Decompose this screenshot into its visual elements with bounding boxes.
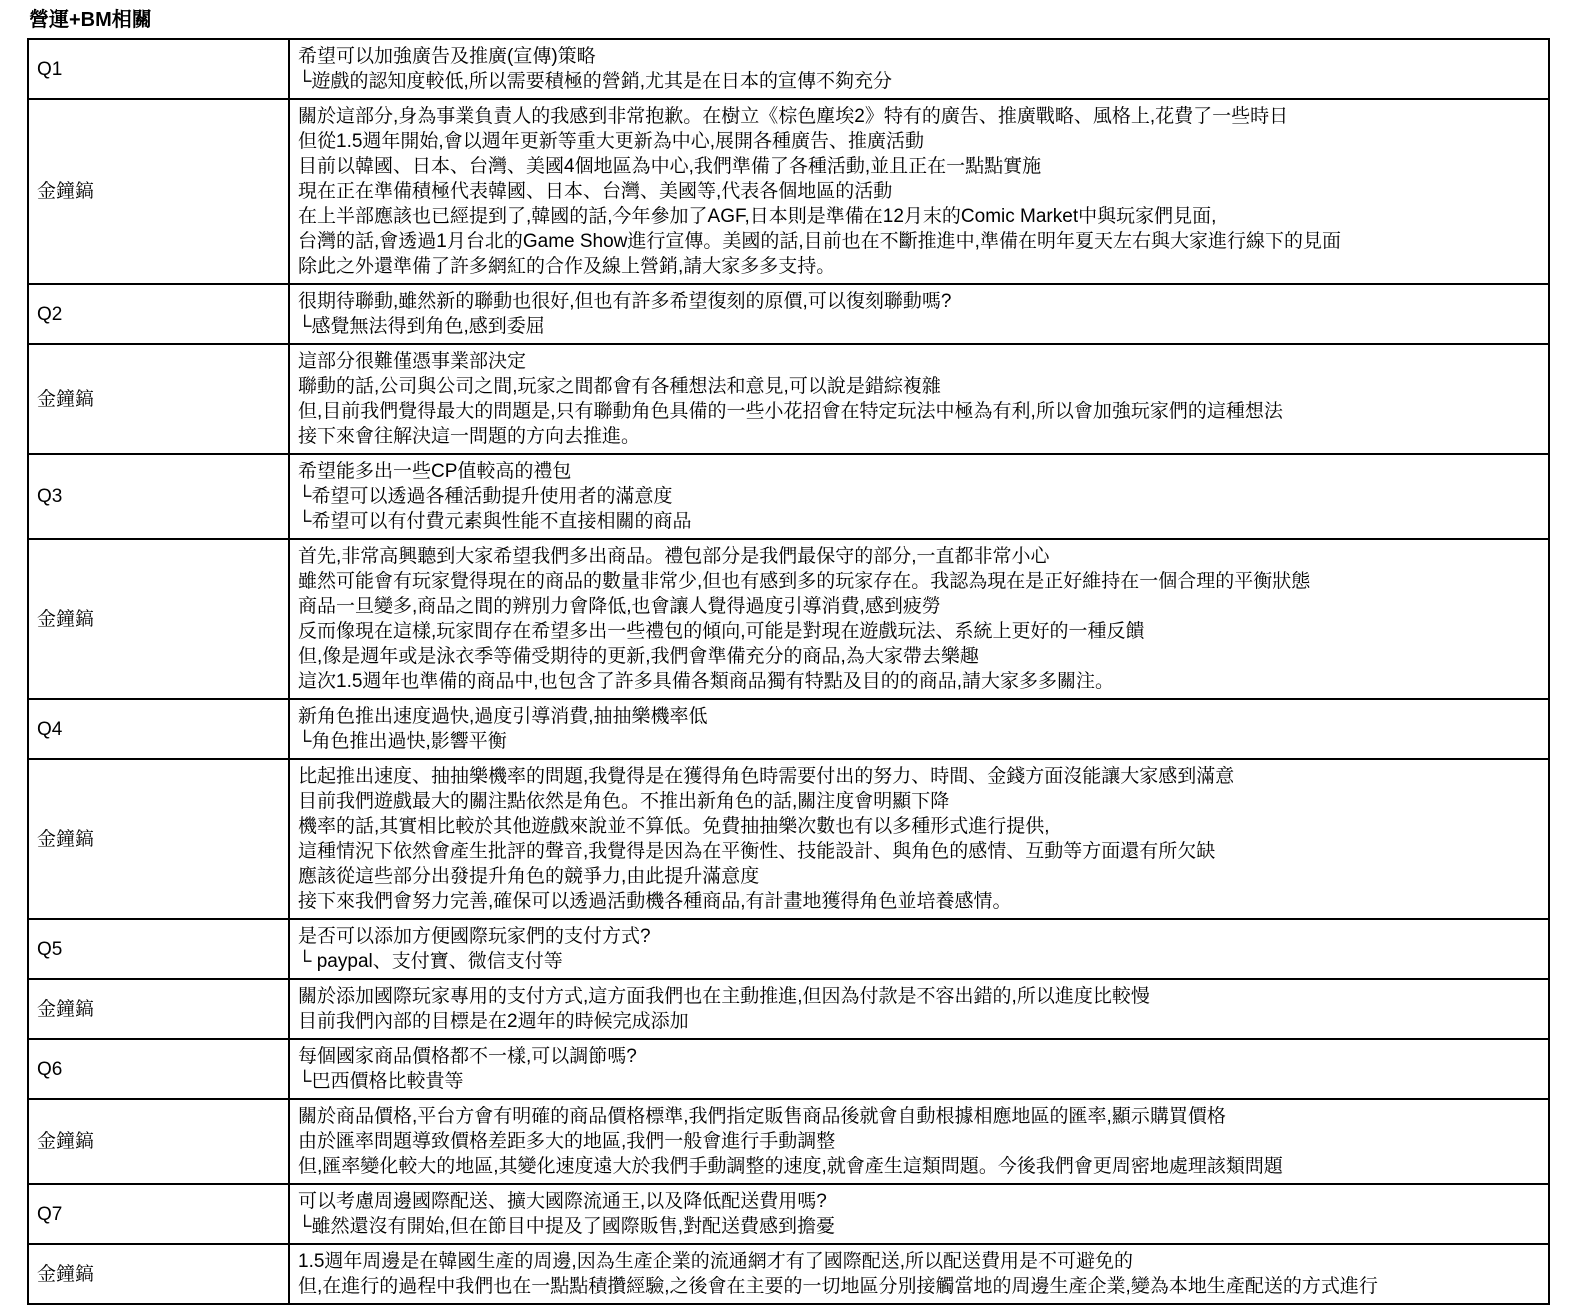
row-label: Q2 xyxy=(28,284,289,344)
text-line: 可以考慮周邊國際配送、擴大國際流通王,以及降低配送費用嗎? xyxy=(298,1191,827,1212)
text-line: 這種情況下依然會產生批評的聲音,我覺得是因為在平衡性、技能設計、與角色的感情、互動等方面還有所欠缺 xyxy=(298,841,1216,862)
text-line: 希望可以加強廣告及推廣(宣傳)策略 xyxy=(298,46,596,67)
text-line: 在上半部應該也已經提到了,韓國的話,今年參加了AGF,日本則是準備在12月末的Comic Market中與玩家們見面, xyxy=(298,206,1217,227)
row-label: Q7 xyxy=(28,1184,289,1244)
qa-table-body xyxy=(28,39,1549,1304)
row-content xyxy=(289,284,1549,344)
text-line: 由於匯率問題導致價格差距多大的地區,我們一般會進行手動調整 xyxy=(298,1131,836,1152)
table-row xyxy=(28,759,1549,919)
text-line: 目前我們內部的目標是在2週年的時候完成添加 xyxy=(298,1011,689,1032)
text-line: └巴西價格比較貴等 xyxy=(298,1071,464,1092)
text-line: 商品一旦變多,商品之間的辨別力會降低,也會讓人覺得過度引導消費,感到疲勞 xyxy=(298,596,941,617)
row-content xyxy=(289,1099,1549,1184)
text-line: └ paypal、支付寶、微信支付等 xyxy=(298,951,563,972)
page-title: 營運+BM相關 xyxy=(29,9,152,31)
text-line: 現在正在準備積極代表韓國、日本、台灣、美國等,代表各個地區的活動 xyxy=(298,181,893,202)
table-row xyxy=(28,1244,1549,1304)
text-line: 新角色推出速度過快,過度引導消費,抽抽樂機率低 xyxy=(298,706,708,727)
table-row xyxy=(28,1099,1549,1184)
row-content xyxy=(289,759,1549,919)
text-line: 是否可以添加方便國際玩家們的支付方式? xyxy=(298,926,651,947)
text-line: 很期待聯動,雖然新的聯動也很好,但也有許多希望復刻的原價,可以復刻聯動嗎? xyxy=(298,291,952,312)
table-row xyxy=(28,284,1549,344)
text-line: 應該從這些部分出發提升角色的競爭力,由此提升滿意度 xyxy=(298,866,760,887)
row-label: 金鐘鎬 xyxy=(28,979,289,1039)
text-line: 1.5週年周邊是在韓國生產的周邊,因為生產企業的流通網才有了國際配送,所以配送費用是不可避免的 xyxy=(298,1251,1133,1272)
row-content xyxy=(289,539,1549,699)
text-line: 比起推出速度、抽抽樂機率的問題,我覺得是在獲得角色時需要付出的努力、時間、金錢方面沒能讓大家感到滿意 xyxy=(298,766,1235,787)
text-line: 目前以韓國、日本、台灣、美國4個地區為中心,我們準備了各種活動,並且正在一點點實施 xyxy=(298,156,1042,177)
text-line: 每個國家商品價格都不一樣,可以調節嗎? xyxy=(298,1046,637,1067)
row-content xyxy=(289,1184,1549,1244)
row-label: 金鐘鎬 xyxy=(28,1099,289,1184)
text-line: 但,目前我們覺得最大的問題是,只有聯動角色具備的一些小花招會在特定玩法中極為有利,所以會加強玩家們的這種想法 xyxy=(298,401,1283,422)
row-label: Q4 xyxy=(28,699,289,759)
row-content xyxy=(289,1244,1549,1304)
text-line: 聯動的話,公司與公司之間,玩家之間都會有各種想法和意見,可以說是錯綜複雜 xyxy=(298,376,941,397)
row-content xyxy=(289,1039,1549,1099)
text-line: └希望可以有付費元素與性能不直接相關的商品 xyxy=(298,511,692,532)
text-line: └希望可以透過各種活動提升使用者的滿意度 xyxy=(298,486,673,507)
text-line: 但,匯率變化較大的地區,其變化速度遠大於我們手動調整的速度,就會產生這類問題。今後我們會更周密地處理該類問題 xyxy=(298,1156,1283,1177)
text-line: 關於商品價格,平台方會有明確的商品價格標準,我們指定販售商品後就會自動根據相應地區的匯率,顯示購買價格 xyxy=(298,1106,1226,1127)
text-line: └遊戲的認知度較低,所以需要積極的營銷,尤其是在日本的宣傳不夠充分 xyxy=(298,71,893,92)
table-row xyxy=(28,454,1549,539)
text-line: 但從1.5週年開始,會以週年更新等重大更新為中心,展開各種廣告、推廣活動 xyxy=(298,131,924,152)
row-label: 金鐘鎬 xyxy=(28,759,289,919)
row-label: 金鐘鎬 xyxy=(28,344,289,454)
row-label: 金鐘鎬 xyxy=(28,539,289,699)
row-label: Q1 xyxy=(28,39,289,99)
row-content xyxy=(289,699,1549,759)
row-label: Q6 xyxy=(28,1039,289,1099)
qa-table xyxy=(27,38,1550,1305)
row-content xyxy=(289,99,1549,284)
text-line: 但,在進行的過程中我們也在一點點積攢經驗,之後會在主要的一切地區分別接觸當地的周邊生產企業,變為本地生產配送的方式進行 xyxy=(298,1276,1378,1297)
row-label: Q3 xyxy=(28,454,289,539)
row-label: Q5 xyxy=(28,919,289,979)
text-line: └感覺無法得到角色,感到委屈 xyxy=(298,316,545,337)
table-row xyxy=(28,699,1549,759)
table-row xyxy=(28,99,1549,284)
text-line: └角色推出過快,影響平衡 xyxy=(298,731,507,752)
text-line: └雖然還沒有開始,但在節目中提及了國際販售,對配送費感到擔憂 xyxy=(298,1216,836,1237)
row-content xyxy=(289,344,1549,454)
row-content xyxy=(289,979,1549,1039)
table-row xyxy=(28,979,1549,1039)
text-line: 關於添加國際玩家專用的支付方式,這方面我們也在主動推進,但因為付款是不容出錯的,所以進度比較慢 xyxy=(298,986,1150,1007)
row-content xyxy=(289,919,1549,979)
table-row xyxy=(28,344,1549,454)
row-label: 金鐘鎬 xyxy=(28,99,289,284)
text-line: 希望能多出一些CP值較高的禮包 xyxy=(298,461,572,482)
table-row xyxy=(28,919,1549,979)
text-line: 但,像是週年或是泳衣季等備受期待的更新,我們會準備充分的商品,為大家帶去樂趣 xyxy=(298,646,979,667)
text-line: 機率的話,其實相比較於其他遊戲來說並不算低。免費抽抽樂次數也有以多種形式進行提供, xyxy=(298,816,1050,837)
text-line: 台灣的話,會透過1月台北的Game Show進行宣傳。美國的話,目前也在不斷推進中,準備在明年夏天左右與大家進行線下的見面 xyxy=(298,231,1341,252)
row-content xyxy=(289,454,1549,539)
text-line: 雖然可能會有玩家覺得現在的商品的數量非常少,但也有感到多的玩家存在。我認為現在是正好維持在一個合理的平衡狀態 xyxy=(298,571,1311,592)
text-line: 關於這部分,身為事業負責人的我感到非常抱歉。在樹立《棕色塵埃2》特有的廣告、推廣戰略、風格上,花費了一些時日 xyxy=(298,106,1289,127)
text-line: 反而像現在這樣,玩家間存在希望多出一些禮包的傾向,可能是對現在遊戲玩法、系統上更好的一種反饋 xyxy=(298,621,1145,642)
text-line: 除此之外還準備了許多網紅的合作及線上營銷,請大家多多支持。 xyxy=(298,256,836,277)
table-row xyxy=(28,1039,1549,1099)
table-row xyxy=(28,1184,1549,1244)
table-row xyxy=(28,539,1549,699)
row-content xyxy=(289,39,1549,99)
row-label: 金鐘鎬 xyxy=(28,1244,289,1304)
text-line: 這次1.5週年也準備的商品中,也包含了許多具備各類商品獨有特點及目的的商品,請大家多多關注。 xyxy=(298,671,1114,692)
text-line: 接下來我們會努力完善,確保可以透過活動機各種商品,有計畫地獲得角色並培養感情。 xyxy=(298,891,1012,912)
text-line: 接下來會往解決這一問題的方向去推進。 xyxy=(298,426,641,447)
text-line: 目前我們遊戲最大的關注點依然是角色。不推出新角色的話,關注度會明顯下降 xyxy=(298,791,950,812)
text-line: 首先,非常高興聽到大家希望我們多出商品。禮包部分是我們最保守的部分,一直都非常小心 xyxy=(298,546,1050,567)
text-line: 這部分很難僅憑事業部決定 xyxy=(298,351,527,372)
table-row xyxy=(28,39,1549,99)
